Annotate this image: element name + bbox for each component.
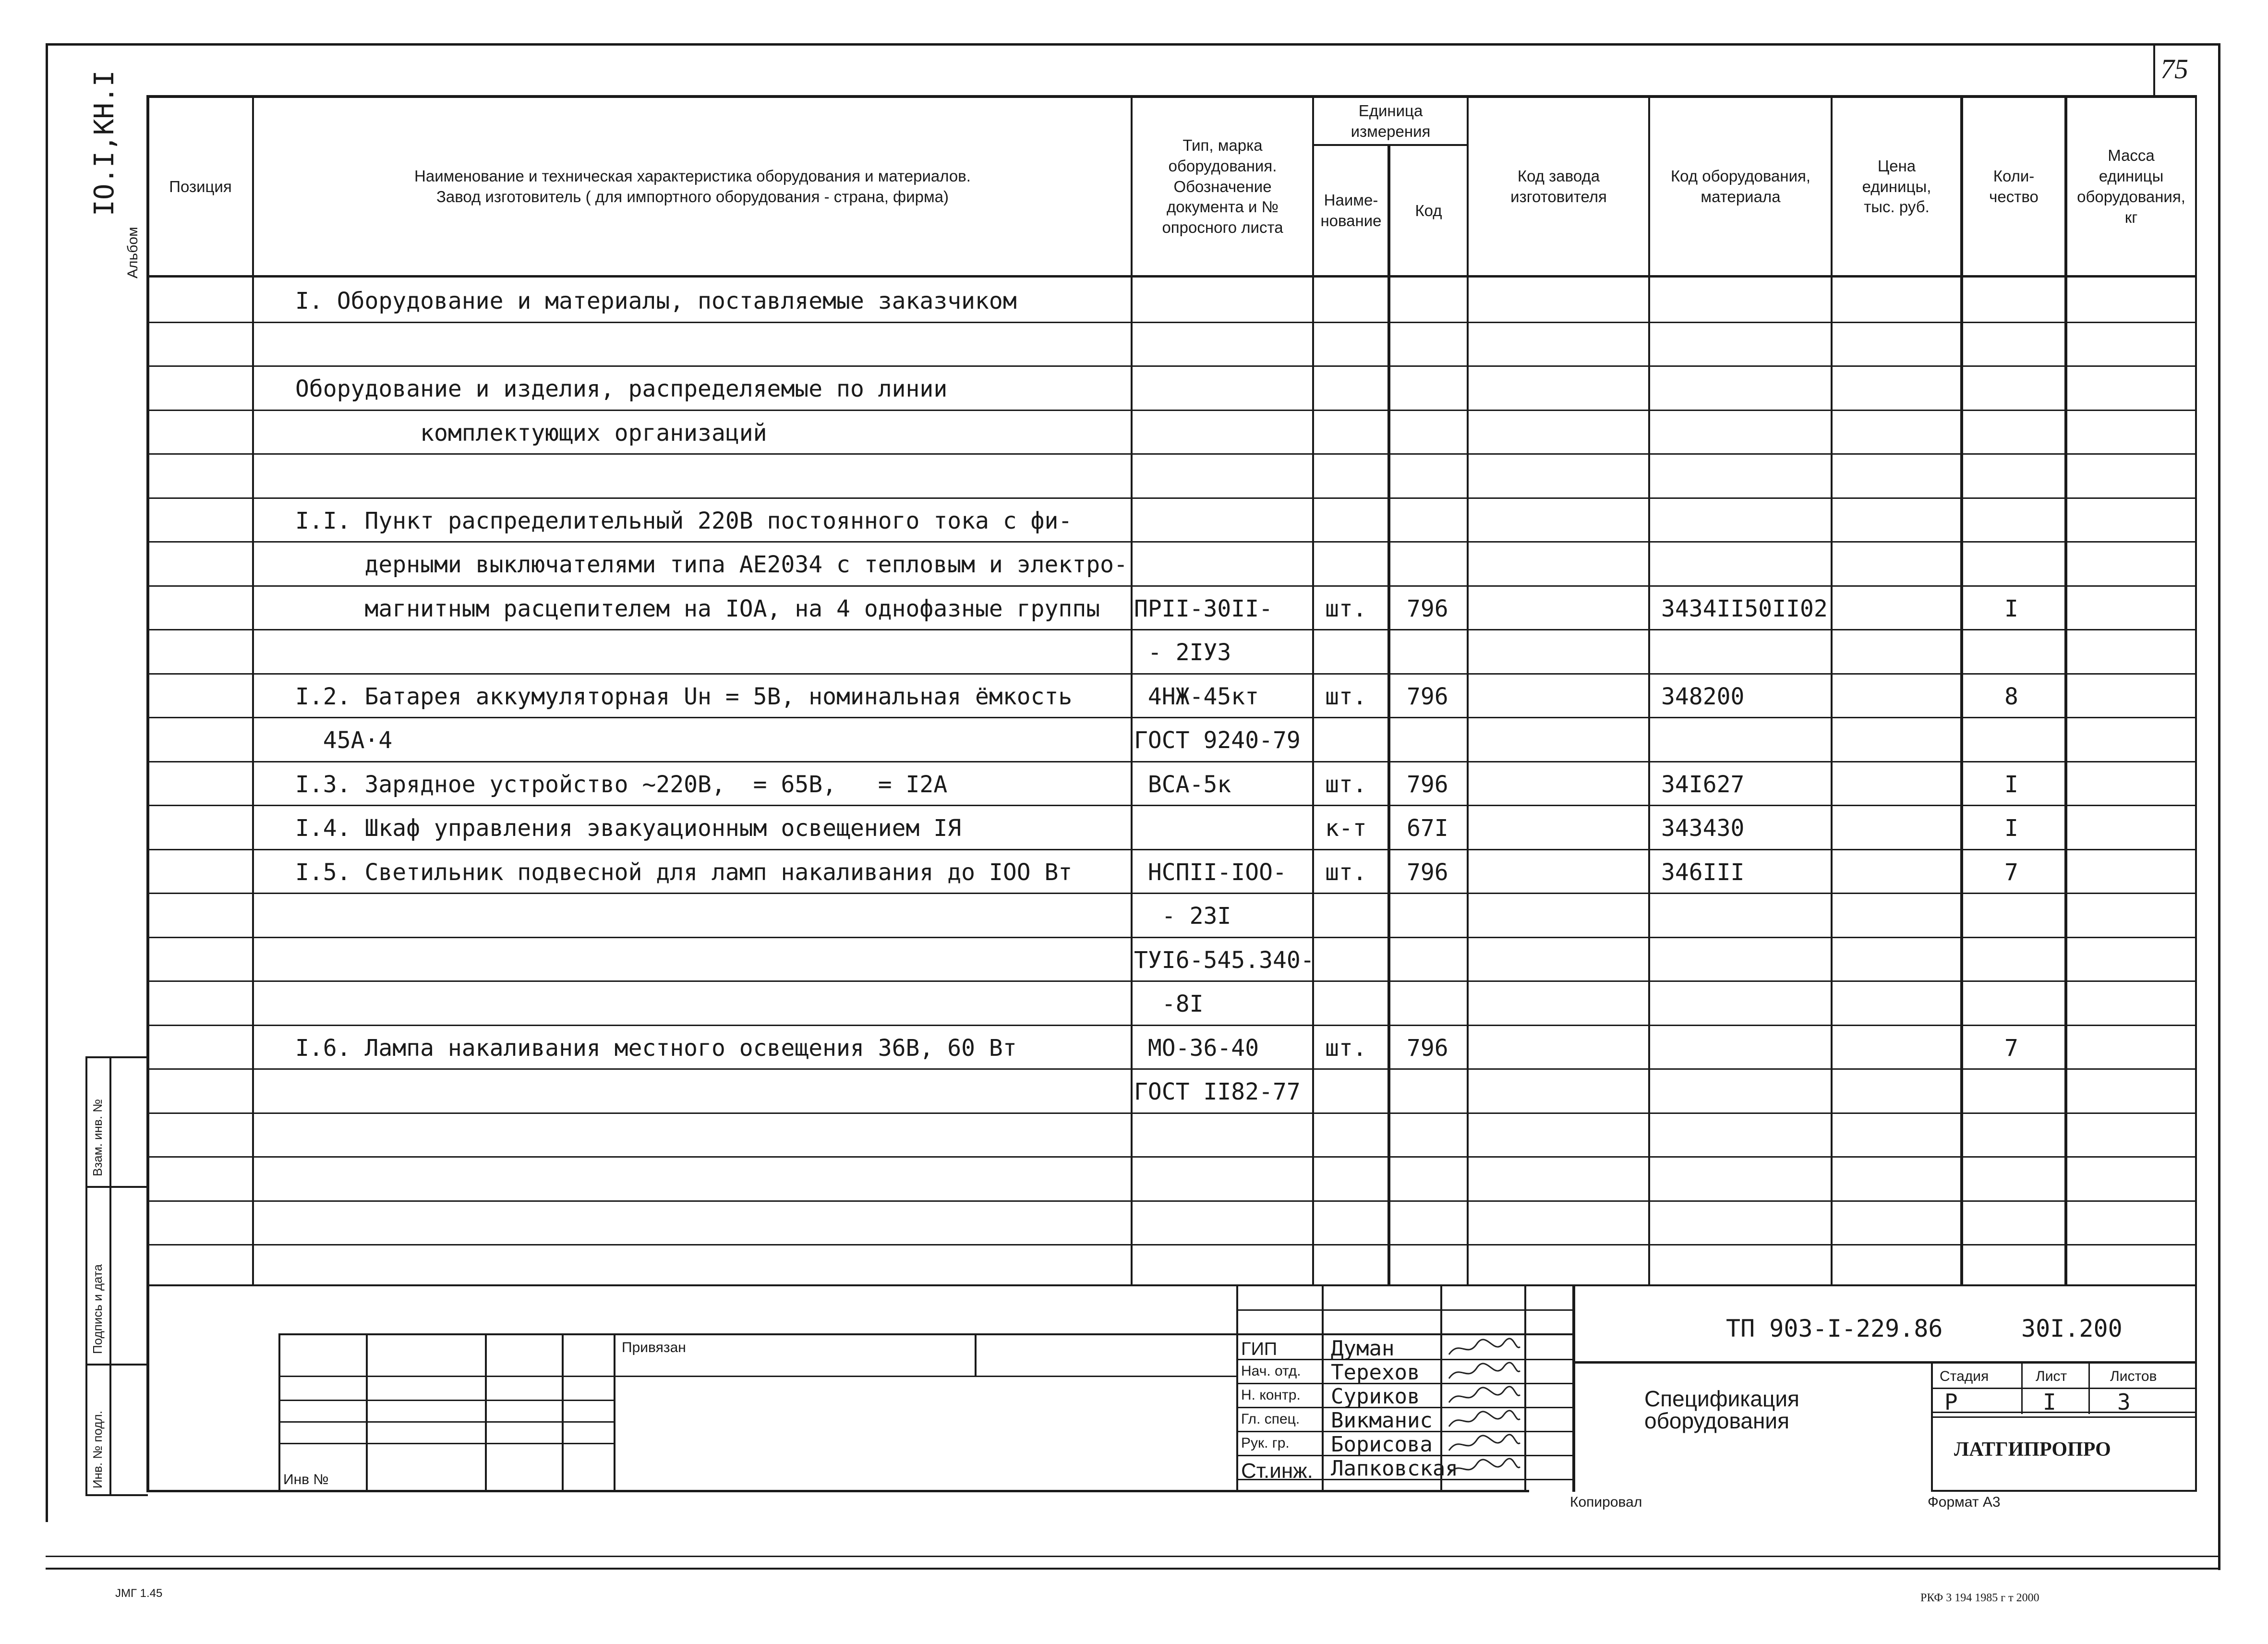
row-unit-code: 67I bbox=[1407, 815, 1448, 842]
row-quantity: I bbox=[2004, 771, 2018, 798]
col-header-price: Цена единицы, тыс. руб. bbox=[1862, 157, 1931, 216]
format-label: Формат А3 bbox=[1928, 1494, 2001, 1510]
page-number: 75 bbox=[2160, 53, 2188, 85]
organization: ЛАТГИПРОПРО bbox=[1954, 1438, 2111, 1461]
row-type: ТУI6-545.340- bbox=[1134, 946, 1315, 974]
row-unit-code: 796 bbox=[1407, 858, 1448, 886]
row-type: ПРII-30II- bbox=[1134, 595, 1273, 622]
row-name: I.I. Пункт распределительный 220В постоянного тока с фи- bbox=[295, 507, 1073, 534]
signature-mark bbox=[1445, 1457, 1522, 1479]
row-name: комплектующих организаций bbox=[295, 419, 767, 447]
sheets-label: Листов bbox=[2110, 1368, 2157, 1384]
approval-role: ГИП bbox=[1241, 1339, 1278, 1359]
signature-mark bbox=[1445, 1409, 1522, 1431]
row-type: 4НЖ-45кт bbox=[1134, 683, 1259, 710]
row-name: Оборудование и изделия, распределяемые по линии bbox=[295, 375, 948, 402]
row-name: I.6. Лампа накаливания местного освещения 36В, 60 Вт bbox=[295, 1034, 1017, 1062]
document-title: Спецификация оборудования bbox=[1644, 1386, 1799, 1433]
row-unit: шт. bbox=[1325, 858, 1367, 886]
approval-role: Нач. отд. bbox=[1241, 1363, 1301, 1379]
row-unit-code: 796 bbox=[1407, 595, 1448, 622]
row-name: 45А·4 bbox=[295, 727, 393, 754]
row-equipment-code: 343430 bbox=[1661, 815, 1745, 842]
row-name: I.2. Батарея аккумуляторная Uн = 5В, номинальная ёмкость bbox=[295, 683, 1073, 710]
approval-name: Суриков bbox=[1331, 1384, 1420, 1409]
row-name: I. Оборудование и материалы, поставляемые заказчиком bbox=[295, 288, 1017, 314]
col-header-quantity: Коли- чество bbox=[1989, 167, 2039, 206]
sheets-value: 3 bbox=[2117, 1389, 2131, 1415]
row-unit: шт. bbox=[1325, 683, 1367, 710]
row-quantity: I bbox=[2004, 595, 2018, 622]
row-quantity: I bbox=[2004, 815, 2018, 842]
row-type: НСПII-IOO- bbox=[1134, 858, 1287, 886]
col-header-equipment-code: Код оборудования, материала bbox=[1670, 167, 1811, 206]
signature-mark bbox=[1445, 1361, 1522, 1383]
row-unit-code: 796 bbox=[1407, 683, 1448, 710]
approval-name: Терехов bbox=[1331, 1360, 1420, 1385]
approval-name: Лапковская bbox=[1331, 1456, 1458, 1481]
row-quantity: 7 bbox=[2004, 858, 2018, 886]
row-quantity: 7 bbox=[2004, 1034, 2018, 1062]
sheet-value: I bbox=[2043, 1389, 2056, 1415]
album-label: Альбом bbox=[125, 227, 141, 278]
row-unit: шт. bbox=[1325, 595, 1367, 622]
row-name: I.4. Шкаф управления эвакуационным освещением IЯ bbox=[295, 815, 962, 842]
approval-name: Думан bbox=[1331, 1336, 1395, 1361]
col-header-unit-name: Наиме- нование bbox=[1320, 191, 1382, 230]
row-equipment-code: 3434II50II02 bbox=[1661, 595, 1828, 622]
row-unit: шт. bbox=[1325, 771, 1367, 798]
row-unit-code: 796 bbox=[1407, 771, 1448, 798]
album-number: IO.I,КН.I bbox=[89, 70, 120, 216]
row-equipment-code: 346III bbox=[1661, 858, 1745, 886]
approval-name: Борисова bbox=[1331, 1432, 1433, 1457]
col-header-position: Позиция bbox=[169, 177, 232, 195]
stage-value: Р bbox=[1944, 1389, 1958, 1415]
row-name: магнитным расцепителем на IOА, на 4 однофазные группы bbox=[295, 595, 1100, 622]
row-equipment-code: 34I627 bbox=[1661, 771, 1745, 798]
row-type: МО-36-40 bbox=[1134, 1034, 1259, 1062]
col-header-name: Наименование и техническая характеристика оборудования и материалов. Завод изготовитель ( для импортного оборудования - страна, фирма) bbox=[414, 167, 971, 206]
stage-label: Стадия bbox=[1940, 1368, 1989, 1384]
copied-label: Копировал bbox=[1570, 1494, 1642, 1510]
signature-mark bbox=[1445, 1337, 1522, 1359]
row-type: ГОСТ II82-77 bbox=[1134, 1078, 1301, 1105]
row-name: I.5. Светильник подвесной для ламп накаливания до IOO Вт bbox=[295, 858, 1073, 886]
stamp-replace-inv: Взам. инв. № bbox=[90, 1099, 105, 1176]
row-equipment-code: 348200 bbox=[1661, 683, 1745, 710]
row-type: ГОСТ 9240-79 bbox=[1134, 727, 1301, 754]
row-name: дерными выключателями типа АЕ2034 с тепловым и электро- bbox=[295, 551, 1128, 578]
col-header-mass: Масса единицы оборудования, кг bbox=[2077, 146, 2185, 226]
stamp-sign-date: Подпись и дата bbox=[90, 1264, 105, 1354]
approval-role: Н. контр. bbox=[1241, 1387, 1301, 1403]
signature-mark bbox=[1445, 1385, 1522, 1407]
row-quantity: 8 bbox=[2004, 683, 2018, 710]
footer-left: ЈМГ 1.45 bbox=[115, 1587, 163, 1600]
approval-name: Викманис bbox=[1331, 1408, 1433, 1433]
row-unit: к-т bbox=[1325, 815, 1367, 842]
row-type: ВСА-5к bbox=[1134, 771, 1231, 798]
inv-label: Инв № bbox=[283, 1472, 329, 1487]
doc-code: ТП 903-I-229.86 bbox=[1726, 1315, 1943, 1342]
approval-role: Рук. гр. bbox=[1241, 1435, 1290, 1451]
col-header-unit-code: Код bbox=[1415, 201, 1442, 219]
col-header-factory-code: Код завода изготовителя bbox=[1510, 167, 1607, 206]
row-type: - 23I bbox=[1134, 903, 1231, 930]
sheet-label: Лист bbox=[2036, 1368, 2067, 1384]
approval-role: Ст.инж. bbox=[1241, 1459, 1313, 1483]
row-type: -8I bbox=[1134, 991, 1204, 1017]
signature-mark bbox=[1445, 1433, 1522, 1455]
footer-right: РКФ 3 194 1985 г т 2000 bbox=[1920, 1592, 2039, 1604]
col-header-unit: Единица измерения bbox=[1351, 101, 1431, 140]
row-unit: шт. bbox=[1325, 1034, 1367, 1062]
doc-number: 30I.200 bbox=[2021, 1315, 2123, 1342]
stamp-inv-orig: Инв. № подл. bbox=[90, 1411, 105, 1488]
approval-role: Гл. спец. bbox=[1241, 1411, 1300, 1427]
privyazan-label: Привязан bbox=[622, 1340, 686, 1355]
row-unit-code: 796 bbox=[1407, 1034, 1448, 1062]
row-type: - 2IУ3 bbox=[1134, 639, 1231, 666]
row-name: I.3. Зарядное устройство ~220В, = 65В, = I2А bbox=[295, 771, 948, 798]
col-header-type: Тип, марка оборудования. Обозначение документа и № опросного листа bbox=[1162, 136, 1283, 237]
